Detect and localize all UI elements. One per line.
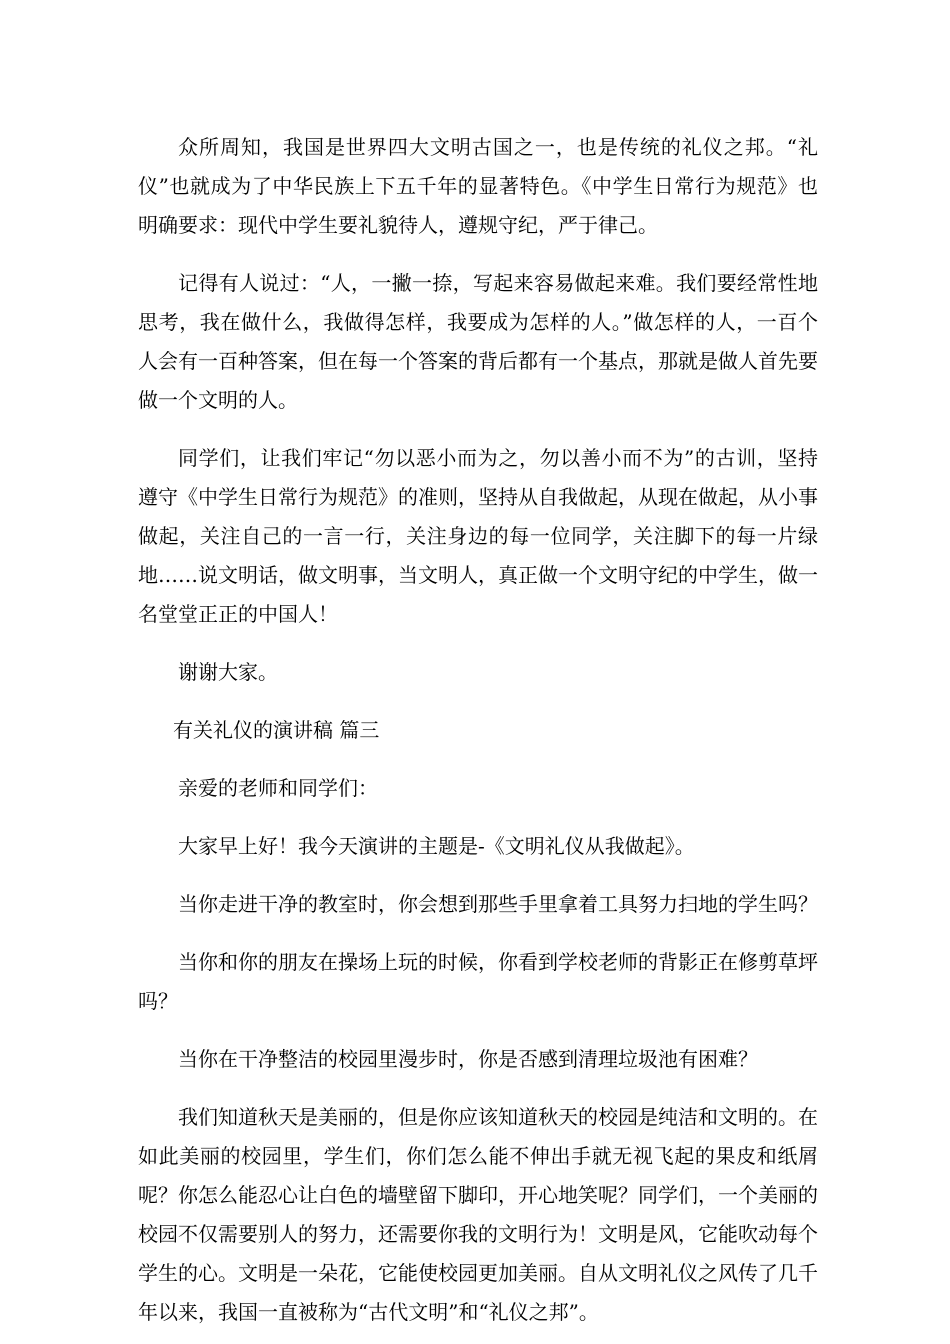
paragraph: 当你在干净整洁的校园里漫步时，你是否感到清理垃圾池有困难？	[178, 1047, 758, 1071]
paragraph: 记得有人说过：“人，一撇一捺，写起来容易做起来难。我们要经常性地思考，我在做什么，我做得怎样，我要成为怎样的人。”做怎样的人，一百个人会有一百种答案，但在每一个答案的背后都有一个基点，那就是做人首先要做一个文明的人。	[138, 271, 818, 412]
paragraph: 当你走进干净的教室时，你会想到那些手里拿着工具努力扫地的学生吗？	[178, 892, 818, 916]
paragraph: 众所周知，我国是世界四大文明古国之一，也是传统的礼仪之邦。“礼仪”也就成为了中华民族上下五千年的显著特色。《中学生日常行为规范》也明确要求：现代中学生要礼貌待人，遵规守纪，严于律己。	[138, 135, 818, 237]
greeting: 亲爱的老师和同学们：	[178, 776, 378, 800]
paragraph: 当你和你的朋友在操场上玩的时候，你看到学校老师的背影正在修剪草坪吗？	[138, 950, 818, 1013]
document-page	[138, 128, 818, 1332]
paragraph: 同学们，让我们牢记“勿以恶小而为之，勿以善小而不为”的古训，坚持遵守《中学生日常行为规范》的准则，坚持从自我做起，从现在做起，从小事做起，关注自己的一言一行，关注身边的每一位同学，关注脚下的每一片绿地……说文明话，做文明事，当文明人，真正做一个文明守纪的中学生，做一名堂堂正正的中国人！	[138, 446, 818, 626]
section-title: 有关礼仪的演讲稿 篇三	[173, 718, 380, 742]
closing-line: 谢谢大家。	[178, 660, 278, 684]
paragraph: 我们知道秋天是美丽的，但是你应该知道秋天的校园是纯洁和文明的。在如此美丽的校园里，学生们，你们怎么能不伸出手就无视飞起的果皮和纸屑呢？你怎么能忍心让白色的墙壁留下脚印，开心地笑呢？同学们，一个美丽的校园不仅需要别人的努力，还需要你我的文明行为！文明是风，它能吹动每个学生的心。文明是一朵花，它能使校园更加美丽。自从文明礼仪之风传了几千年以来，我国一直被称为“古代文明”和“礼仪之邦”。	[138, 1105, 818, 1324]
paragraph: 大家早上好！我今天演讲的主题是-《文明礼仪从我做起》。	[178, 834, 695, 858]
